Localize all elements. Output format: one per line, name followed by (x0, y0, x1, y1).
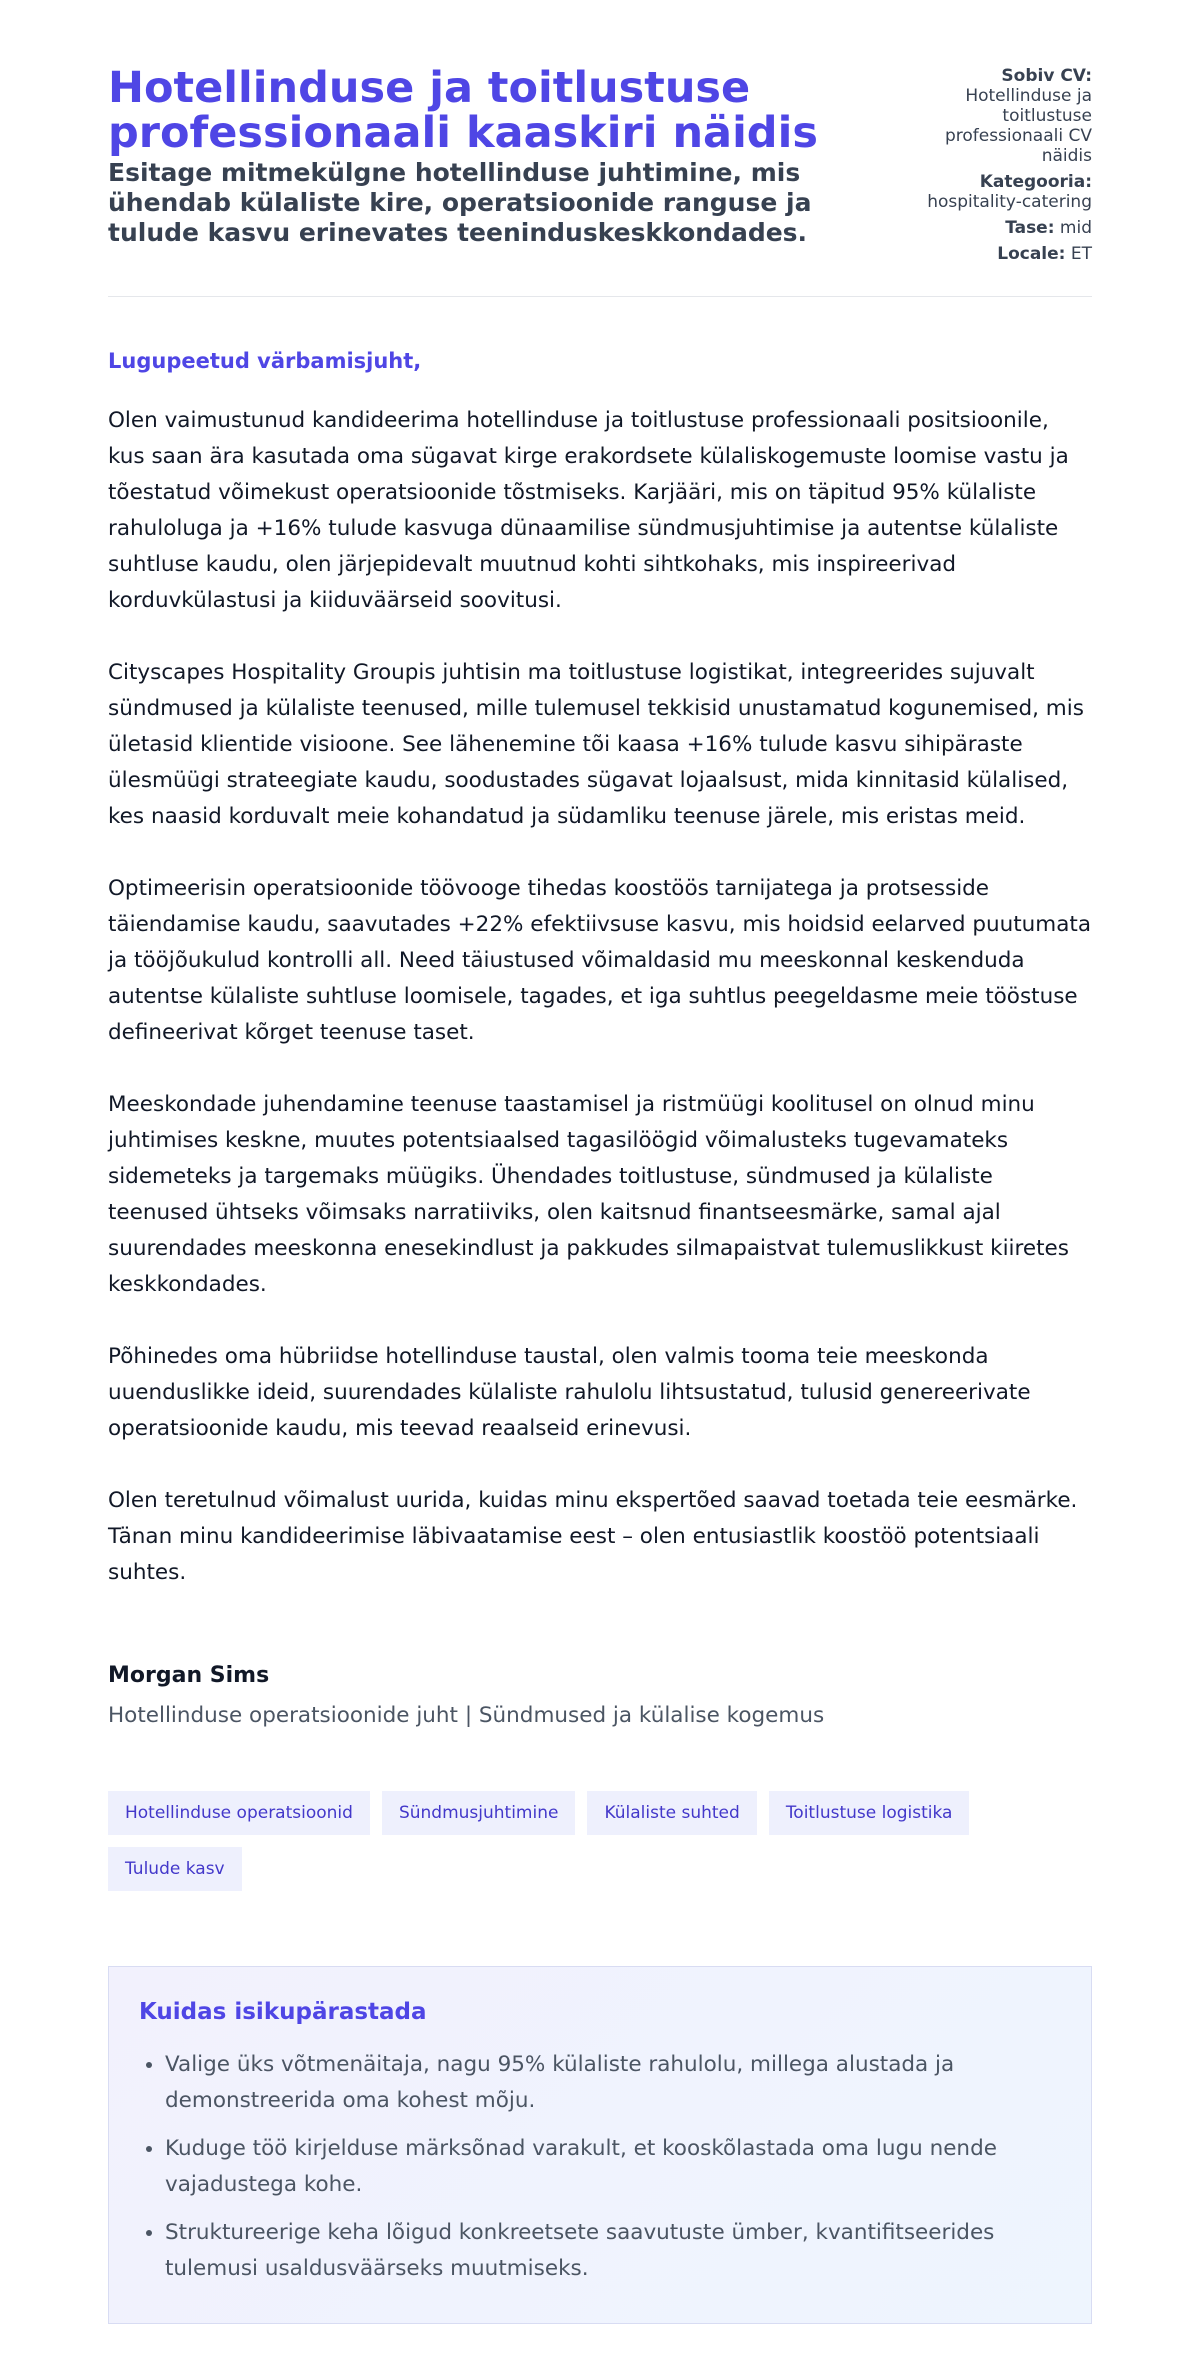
meta-cv-label: Sobiv CV: (1001, 66, 1092, 86)
tip-item: • Kuduge töö kirjelduse märksõnad varakult, et kooskõlastada oma lugu nende vajadustega kohe. (165, 2131, 1061, 2203)
page-header (108, 63, 1092, 296)
meta-panel (892, 66, 1092, 270)
signature-name: Morgan Sims (108, 1663, 270, 1688)
meta-category-label: Kategooria: (979, 172, 1092, 192)
letter-paragraph: Cityscapes Hospitality Groupis juhtisin ma toitlustuse logistikat, integreerides sujuvalt sündmused ja külaliste teenused, mille tulemusel tekkisid unustamatud kogunemised, mis ületasid klientide visioone. See lähenemine tõi kaasa +16% tulude kasvu sihipäraste ülesmüügi strateegiate kaudu, soodustades sügavat lojaalsust, mida kinnitasid külalised, kes naasid korduvalt meie kohandatud ja südamliku teenuse järele, mis eristas meid. (108, 660, 1084, 829)
signature-role: Hotellinduse operatsioonide juht | Sündmused ja külalise kogemus (108, 1703, 825, 1728)
letter-paragraph: Optimeerisin operatsioonide töövooge tihedas koostöös tarnijatega ja protsesside täiendamise kaudu, saavutades +22% efektiivsuse kasvu, mis hoidsid eelarved puutumata ja tööjõukulud kontrolli all. Need täiustused võimaldasid mu meeskonnal keskenduda autentse külaliste suhtluse loomisele, tagades, et iga suhtlus peegeldasme meie tööstuse defineerivat kõrget teenuse taset. (108, 876, 1092, 1045)
letter-greeting: Lugupeetud värbamisjuht, (108, 349, 422, 373)
skill-tag: Toitlustuse logistika (769, 1791, 970, 1835)
page-title: Hotellinduse ja toitlustuse professionaali kaaskiri näidis (108, 63, 818, 158)
skill-tag: Hotellinduse operatsioonid (108, 1791, 370, 1835)
meta-locale-label: Locale: (997, 244, 1066, 264)
meta-category (892, 172, 1092, 212)
meta-locale (892, 244, 1092, 264)
letter-paragraph: Meeskondade juhendamine teenuse taastamisel ja ristmüügi koolitusel on olnud minu juhtimises keskne, muutes potentsiaalsed tagasilöögid võimalusteks tugevamateks sidemeteks ja targemaks müügiks. Ühendades toitlustuse, sündmused ja külaliste teenused ühtseks võimsaks narratiiviks, olen kaitsnud finantseesmärke, samal ajal suurendades meeskonna enesekindlust ja pakkudes silmapaistvat tulemuslikkust kiiretes keskkondades. (108, 1092, 1069, 1297)
tip-item: • Struktureerige keha lõigud konkreetsete saavutuste ümber, kvantifitseerides tulemusi usaldusväärseks muutmiseks. (165, 2215, 1061, 2287)
skill-tag: Sündmusjuhtimine (382, 1791, 576, 1835)
tips-list (139, 2047, 1061, 2287)
meta-level (892, 218, 1092, 238)
letter-paragraph: Olen vaimustunud kandideerima hotellinduse ja toitlustuse professionaali positsioonile, kus saan ära kasutada oma sügavat kirge erakordsete külaliskogemuste loomise vastu ja tõestatud võimekust operatsioonide tõstmiseks. Karjääri, mis on täpitud 95% külaliste rahuloluga ja +16% tulude kasvuga dünaamilise sündmusjuhtimise ja autentse külaliste suhtluse kaudu, olen järjepidevalt muutnud kohti sihtkohaks, mis inspireerivad korduvkülastusi ja kiiduväärseid soovitusi. (108, 408, 1069, 613)
page-subtitle: Esitage mitmekülgne hotellinduse juhtimine, mis ühendab külaliste kire, operatsioonide ranguse ja tulude kasvu erinevates teeninduskeskkondades. (108, 158, 812, 247)
meta-cv (892, 66, 1092, 166)
header-divider (108, 296, 1092, 297)
meta-level-value: mid (1059, 218, 1092, 238)
meta-category-value: hospitality-catering (927, 192, 1092, 212)
meta-locale-value: ET (1070, 244, 1092, 264)
letter-paragraph: Olen teretulnud võimalust uurida, kuidas minu ekspertõed saavad toetada teie eesmärke. Tänan minu kandideerimise läbivaatamise eest – olen entusiastlik koostöö potentsiaali suhtes. (108, 1488, 1078, 1585)
meta-level-label: Tase: (1005, 218, 1055, 238)
tips-title: Kuidas isikupärastada (139, 1999, 427, 2025)
tip-item: • Valige üks võtmenäitaja, nagu 95% külaliste rahulolu, millega alustada ja demonstreerida oma kohest mõju. (165, 2047, 1061, 2119)
skill-tags (108, 1791, 1092, 1891)
skill-tag: Külaliste suhted (587, 1791, 756, 1835)
meta-cv-value: Hotellinduse ja toitlustuse professionaali CV näidis (944, 86, 1092, 166)
skill-tag: Tulude kasv (108, 1847, 242, 1891)
letter-paragraph: Põhinedes oma hübriidse hotellinduse taustal, olen valmis tooma teie meeskonda uuenduslikke ideid, suurendades külaliste rahulolu lihtsustatud, tulusid genereerivate operatsioonide kaudu, mis teevad reaalseid erinevusi. (108, 1344, 1031, 1441)
personalize-tips-box (108, 1966, 1092, 2324)
